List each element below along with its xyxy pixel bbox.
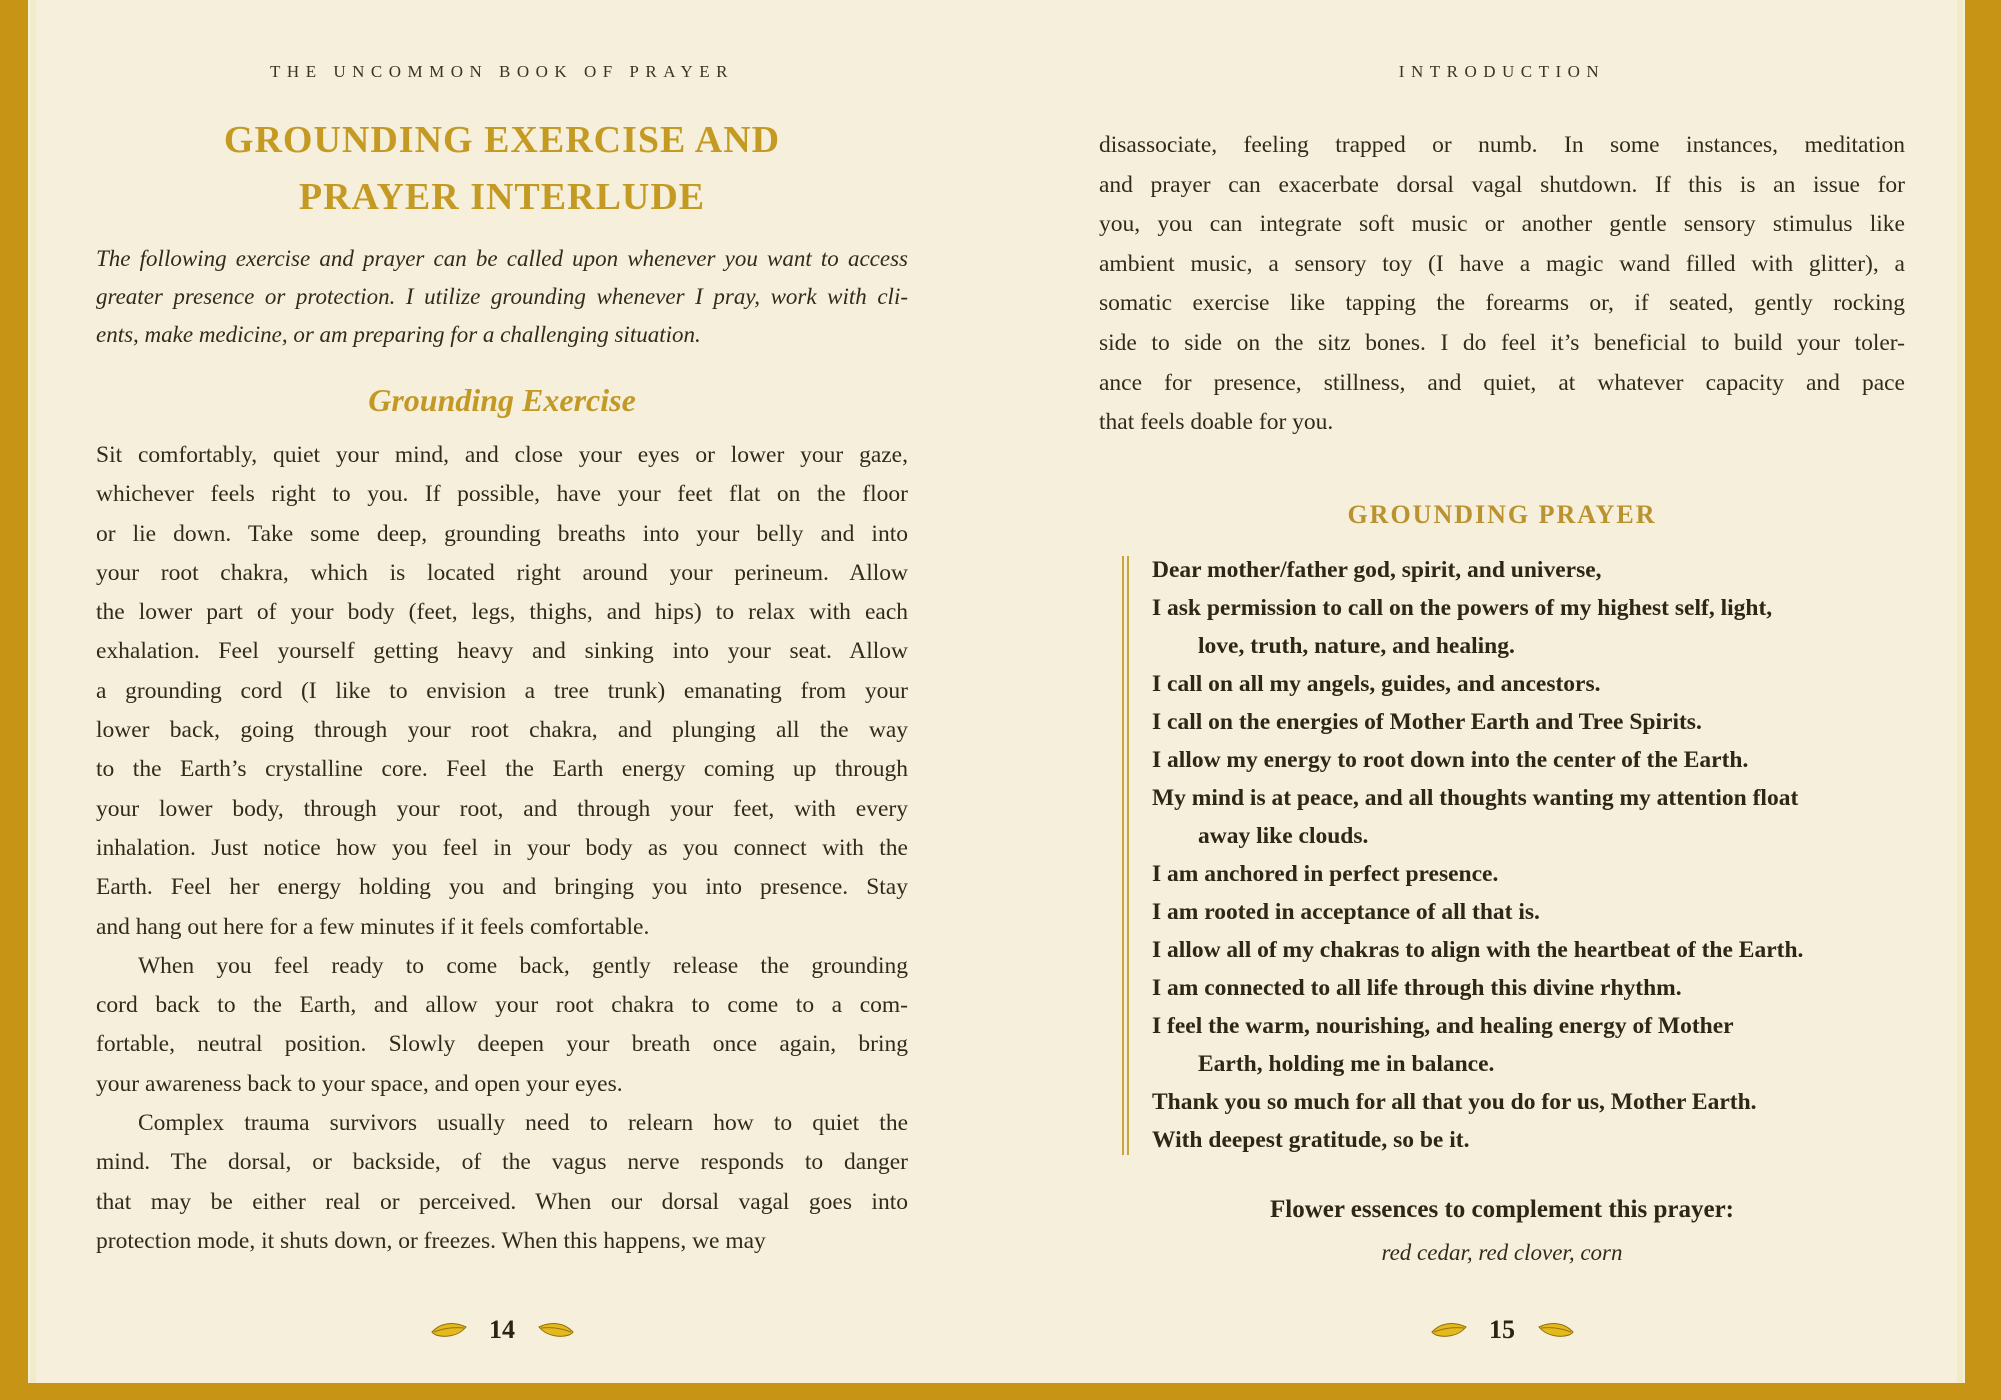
text-line: side to side on the sitz bones. I do feel it’s beneficial to build your toler-: [1099, 329, 1905, 356]
page-edge-highlight-left: [30, 0, 36, 1400]
leaf-icon: [1538, 1319, 1574, 1341]
paragraph: [96, 1104, 908, 1261]
page-edge-highlight-right: [1957, 0, 1963, 1400]
text-line: Complex trauma survivors usually need to relearn how to quiet the: [138, 1110, 908, 1137]
text-line: lower back, going through your root chakra, and plunging all the way: [96, 717, 908, 744]
text-line: cord back to the Earth, and allow your root chakra to come to a com-: [96, 992, 908, 1019]
prayer-line: My mind is at peace, and all thoughts wanting my attention float: [1152, 785, 1799, 811]
prayer-block: [1122, 551, 1922, 1159]
prayer-line: I allow all of my chakras to align with the heartbeat of the Earth.: [1152, 937, 1804, 963]
text-line: to the Earth’s crystalline core. Feel the Earth energy coming up through: [96, 756, 908, 783]
text-line: inhalation. Just notice how you feel in your body as you connect with the: [96, 834, 908, 861]
page-number: 14: [489, 1315, 515, 1345]
text-line: Earth. Feel her energy holding you and bringing you into presence. Stay: [96, 874, 908, 901]
page-number: 15: [1489, 1315, 1515, 1345]
text-line: The following exercise and prayer can be called upon whenever you want to access: [96, 246, 908, 271]
prayer-line: love, truth, nature, and healing.: [1198, 633, 1515, 659]
paragraph: [1099, 126, 1905, 443]
text-line: greater presence or protection. I utilize grounding whenever I pray, work with cli-: [96, 284, 908, 309]
prayer-line: Earth, holding me in balance.: [1198, 1051, 1495, 1077]
text-line: and prayer can exacerbate dorsal vagal shutdown. If this is an issue for: [1099, 171, 1905, 198]
text-line: somatic exercise like tapping the forearms or, if seated, gently rocking: [1099, 290, 1905, 317]
text-line: fortable, neutral position. Slowly deepen your breath once again, bring: [96, 1031, 908, 1058]
text-line: exhalation. Feel yourself getting heavy and sinking into your seat. Allow: [96, 638, 908, 665]
flower-essences-heading: Flower essences to complement this prayer:: [1269, 1196, 1734, 1223]
flower-essences-list: red cedar, red clover, corn: [1381, 1240, 1623, 1265]
prayer-line: I am connected to all life through this divine rhythm.: [1152, 975, 1682, 1001]
text-line: protection mode, it shuts down, or freezes. When this happens, we may: [96, 1227, 766, 1254]
prayer-line: I feel the warm, nourishing, and healing energy of Mother: [1152, 1013, 1734, 1039]
prayer-line: Dear mother/father god, spirit, and universe,: [1152, 557, 1602, 583]
prayer-line: I call on all my angels, guides, and ancestors.: [1152, 671, 1601, 697]
paragraph: [96, 240, 908, 354]
leaf-icon: [538, 1319, 574, 1341]
prayer-line: I ask permission to call on the powers of my highest self, light,: [1152, 595, 1773, 621]
body-text: [96, 436, 908, 1261]
page-footer: [96, 1313, 908, 1345]
prayer-line: I call on the energies of Mother Earth and Tree Spirits.: [1152, 709, 1702, 735]
intro-paragraph: [96, 240, 908, 354]
text-line: Sit comfortably, quiet your mind, and close your eyes or lower your gaze,: [96, 442, 908, 468]
prayer-line: I am anchored in perfect presence.: [1152, 861, 1499, 887]
text-line: ents, make medicine, or am preparing for a challenging situation.: [96, 322, 701, 347]
body-text: [1099, 126, 1905, 443]
paragraph: [96, 947, 908, 1104]
text-line: whichever feels right to you. If possible, have your feet flat on the floor: [96, 481, 908, 508]
prayer-line: away like clouds.: [1198, 823, 1369, 849]
running-head: THE UNCOMMON BOOK OF PRAYER: [270, 62, 734, 81]
leaf-icon: [431, 1319, 467, 1341]
text-line: and hang out here for a few minutes if it feels comfortable.: [96, 913, 650, 940]
text-line: your lower body, through your root, and through your feet, with every: [96, 795, 908, 822]
prayer-line: I am rooted in acceptance of all that is.: [1152, 899, 1540, 925]
page-footer: [1099, 1313, 1905, 1345]
text-line: disassociate, feeling trapped or numb. In some instances, meditation: [1099, 132, 1905, 158]
text-line: When you feel ready to come back, gently release the grounding: [138, 952, 908, 979]
text-line: your awareness back to your space, and open your eyes.: [96, 1070, 623, 1097]
section-heading: Grounding Exercise: [368, 382, 636, 418]
prayer-line: I allow my energy to root down into the center of the Earth.: [1152, 747, 1749, 773]
text-line: your root chakra, which is located right around your perineum. Allow: [96, 559, 908, 586]
chapter-title-line-1: GROUNDING EXERCISE AND: [223, 119, 781, 161]
text-line: you, you can integrate soft music or another gentle sensory stimulus like: [1099, 211, 1905, 238]
left-page: [96, 0, 908, 1400]
text-line: ance for presence, stillness, and quiet, at whatever capacity and pace: [1099, 369, 1905, 396]
prayer-heading: GROUNDING PRAYER: [1347, 500, 1657, 529]
text-line: that feels doable for you.: [1099, 409, 1334, 436]
text-line: a grounding cord (I like to envision a tree trunk) emanating from your: [96, 677, 908, 704]
text-line: mind. The dorsal, or backside, of the vagus nerve responds to danger: [96, 1149, 908, 1176]
paragraph: [96, 436, 908, 947]
running-head: INTRODUCTION: [1398, 62, 1606, 81]
prayer-line: With deepest gratitude, so be it.: [1152, 1127, 1470, 1153]
leaf-icon: [1431, 1319, 1467, 1341]
chapter-title-line-2: PRAYER INTERLUDE: [298, 176, 706, 218]
gold-right-bar: [1965, 0, 2001, 1400]
text-line: or lie down. Take some deep, grounding breaths into your belly and into: [96, 520, 908, 547]
text-line: the lower part of your body (feet, legs, thighs, and hips) to relax with each: [96, 599, 908, 626]
prayer-line: Thank you so much for all that you do for us, Mother Earth.: [1152, 1089, 1757, 1115]
text-line: that may be either real or perceived. When our dorsal vagal goes into: [96, 1188, 908, 1215]
gold-spine-bar: [0, 0, 28, 1400]
chapter-title: [96, 112, 908, 226]
text-line: ambient music, a sensory toy (I have a magic wand filled with glitter), a: [1099, 250, 1905, 277]
right-page: [1099, 0, 1905, 1400]
